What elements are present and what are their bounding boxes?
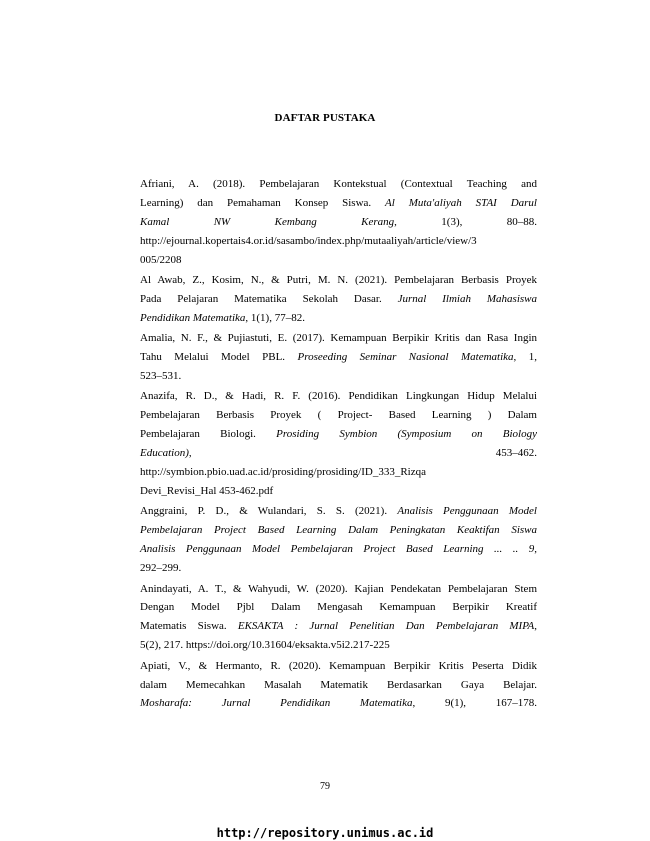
reference-line: Anazifa, R. D., & Hadi, R. F. (2016). Pendidikan Lingkungan Hidup Melalui bbox=[140, 390, 537, 403]
reference-line: Kamal NW Kembang Kerang, 1(3), 80–88. bbox=[140, 215, 538, 228]
repository-url: http://repository.unimus.ac.id bbox=[216, 826, 434, 840]
journal-title: Analisis Penggunaan Model bbox=[397, 505, 537, 518]
reference-item bbox=[140, 271, 537, 328]
reference-link: http://ejournal.kopertais4.or.id/sasambo/index.php/mutaaliyah/article/view/3 bbox=[140, 234, 477, 247]
journal-title: Mosharafa: Jurnal Pendidikan Matematika bbox=[140, 697, 413, 710]
reference-line: 292–299. bbox=[140, 562, 182, 575]
reference-line: Pada Pelajaran Matematika Sekolah Dasar. Jurnal Ilmiah Mahasiswa bbox=[140, 292, 537, 305]
journal-title: Jurnal Ilmiah Mahasiswa bbox=[397, 292, 537, 305]
reference-item bbox=[140, 175, 537, 270]
reference-item bbox=[140, 657, 537, 714]
reference-item bbox=[140, 502, 537, 578]
reference-link: Devi_Revisi_Hal 453-462.pdf bbox=[140, 485, 274, 497]
journal-title: Pendidikan Matematika bbox=[140, 311, 246, 324]
reference-line: Pendidikan Matematika, 1(1), 77–82. bbox=[140, 311, 305, 324]
reference-line: Matematis Siswa. EKSAKTA : Jurnal Penelitian Dan Pembelajaran MIPA, bbox=[140, 620, 537, 633]
reference-line: Mosharafa: Jurnal Pendidikan Matematika, 9(1), 167–178. bbox=[140, 697, 537, 710]
reference-line: Al Awab, Z., Kosim, N., & Putri, M. N. (2021). Pembelajaran Berbasis Proyek bbox=[140, 274, 537, 287]
reference-line: Afriani, A. (2018). Pembelajaran Kontekstual (Contextual Teaching and bbox=[140, 178, 537, 190]
reference-line: Dengan Model Pjbl Dalam Mengasah Kemampuan Berpikir Kreatif bbox=[140, 601, 537, 614]
journal-title: Analisis Penggunaan Model Pembelajaran Project Based Learning ... .. 9 bbox=[140, 543, 535, 556]
reference-line: Analisis Penggunaan Model Pembelajaran Project Based Learning ... .. 9, bbox=[140, 543, 537, 556]
reference-line: 523–531. bbox=[140, 370, 182, 383]
reference-item bbox=[140, 329, 537, 386]
journal-title: Al Muta'aliyah STAI Darul bbox=[385, 196, 537, 209]
reference-line bbox=[140, 521, 537, 540]
reference-line: Anggraini, P. D., & Wulandari, S. S. (2021). Analisis Penggunaan Model bbox=[140, 505, 537, 518]
page-number: 79 bbox=[320, 781, 330, 792]
reference-link: 5(2), 217. https://doi.org/10.31604/eksakta.v5i2.217-225 bbox=[140, 639, 390, 652]
journal-title: Proseeding Seminar Nasional Matematika bbox=[297, 351, 514, 364]
reference-link: 005/2208 bbox=[140, 253, 182, 266]
reference-line: Pembelajaran Berbasis Proyek ( Project- Based Learning ) Dalam bbox=[140, 409, 537, 422]
reference-line: Learning) dan Pemahaman Konsep Siswa. Al Muta'aliyah STAI Darul bbox=[140, 196, 537, 209]
reference-line: Apiati, V., & Hermanto, R. (2020). Kemampuan Berpikir Kritis Peserta Didik bbox=[140, 659, 537, 672]
reference-line: Education), 453–462. bbox=[140, 447, 537, 460]
reference-line: Amalia, N. F., & Pujiastuti, E. (2017). Kemampuan Berpikir Kritis dan Rasa Ingin bbox=[140, 332, 537, 345]
reference-list bbox=[140, 175, 537, 713]
reference-line: Tahu Melalui Model PBL. Proseeding Seminar Nasional Matematika, 1, bbox=[140, 351, 537, 364]
reference-line: Pembelajaran Biologi. Prosiding Symbion (Symposium on Biology bbox=[140, 428, 537, 441]
journal-title: Prosiding Symbion (Symposium on Biology bbox=[276, 428, 537, 441]
journal-title: Kamal NW Kembang Kerang bbox=[140, 215, 395, 228]
reference-link: http://symbion.pbio.uad.ac.id/prosiding/prosiding/ID_333_Rizqa bbox=[140, 466, 426, 479]
journal-title: EKSAKTA : Jurnal Penelitian Dan Pembelajaran MIPA bbox=[237, 620, 535, 633]
page-title: DAFTAR PUSTAKA bbox=[274, 112, 376, 124]
reference-item bbox=[140, 580, 537, 656]
reference-line: dalam Memecahkan Masalah Matematik Berdasarkan Gaya Belajar. bbox=[140, 678, 537, 691]
journal-title: Education) bbox=[140, 447, 189, 460]
reference-item bbox=[140, 387, 537, 500]
journal-title: Pembelajaran Project Based Learning Dalam Peningkatan Keaktifan Siswa bbox=[140, 524, 537, 537]
reference-line: Anindayati, A. T., & Wahyudi, W. (2020). Kajian Pendekatan Pembelajaran Stem bbox=[140, 582, 537, 595]
